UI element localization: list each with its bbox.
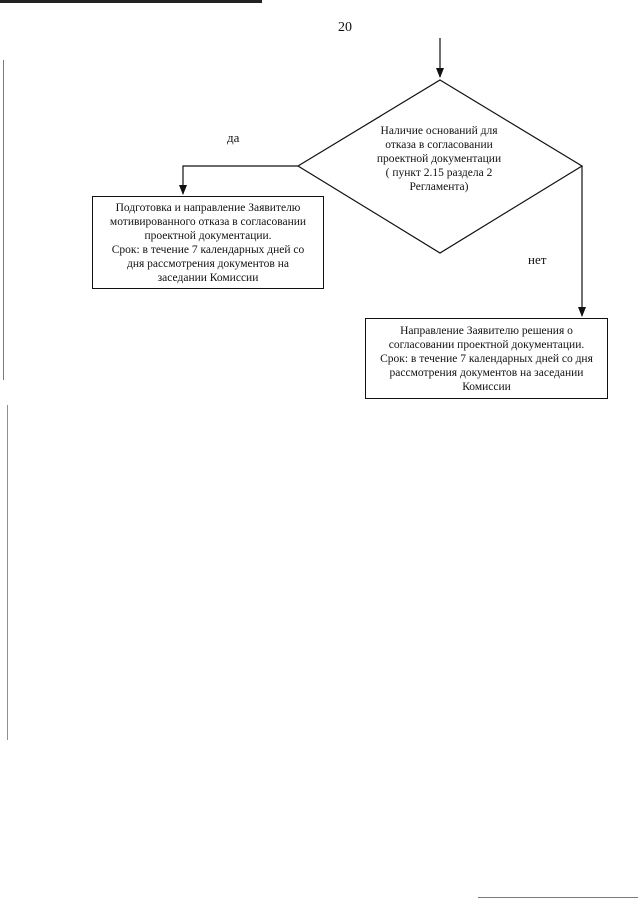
branch-label-no: нет [528,252,547,267]
refusal-line: дня рассмотрения документов на [127,257,289,270]
approval-line: рассмотрения документов на заседании [389,366,584,379]
refusal-line: мотивированного отказа в согласовании [109,215,307,228]
approval-line: Комиссии [462,380,511,393]
decision-line: проектной документации [376,153,502,165]
decision-line: ( пункт 2.15 раздела 2 [385,167,493,179]
approval-box [365,318,608,399]
refusal-line: проектной документации. [144,229,272,242]
refusal-box [92,196,324,289]
approval-line: согласовании проектной документации. [388,338,585,351]
refusal-line: Подготовка и направление Заявителю [115,201,301,214]
branch-label-yes: да [227,130,240,145]
approval-line: Срок: в течение 7 календарных дней со дня [380,352,593,365]
arrow-yes [183,166,298,194]
refusal-line: заседании Комиссии [157,271,259,284]
approval-line: Направление Заявителю решения о [400,324,573,337]
decision-line: Наличие оснований для [380,125,498,137]
decision-line: отказа в согласовании [385,139,493,151]
decision-text [363,124,515,194]
refusal-line: Срок: в течение 7 календарных дней со [111,243,305,256]
page-number: 20 [338,20,352,35]
decision-line: Регламента) [409,181,469,193]
